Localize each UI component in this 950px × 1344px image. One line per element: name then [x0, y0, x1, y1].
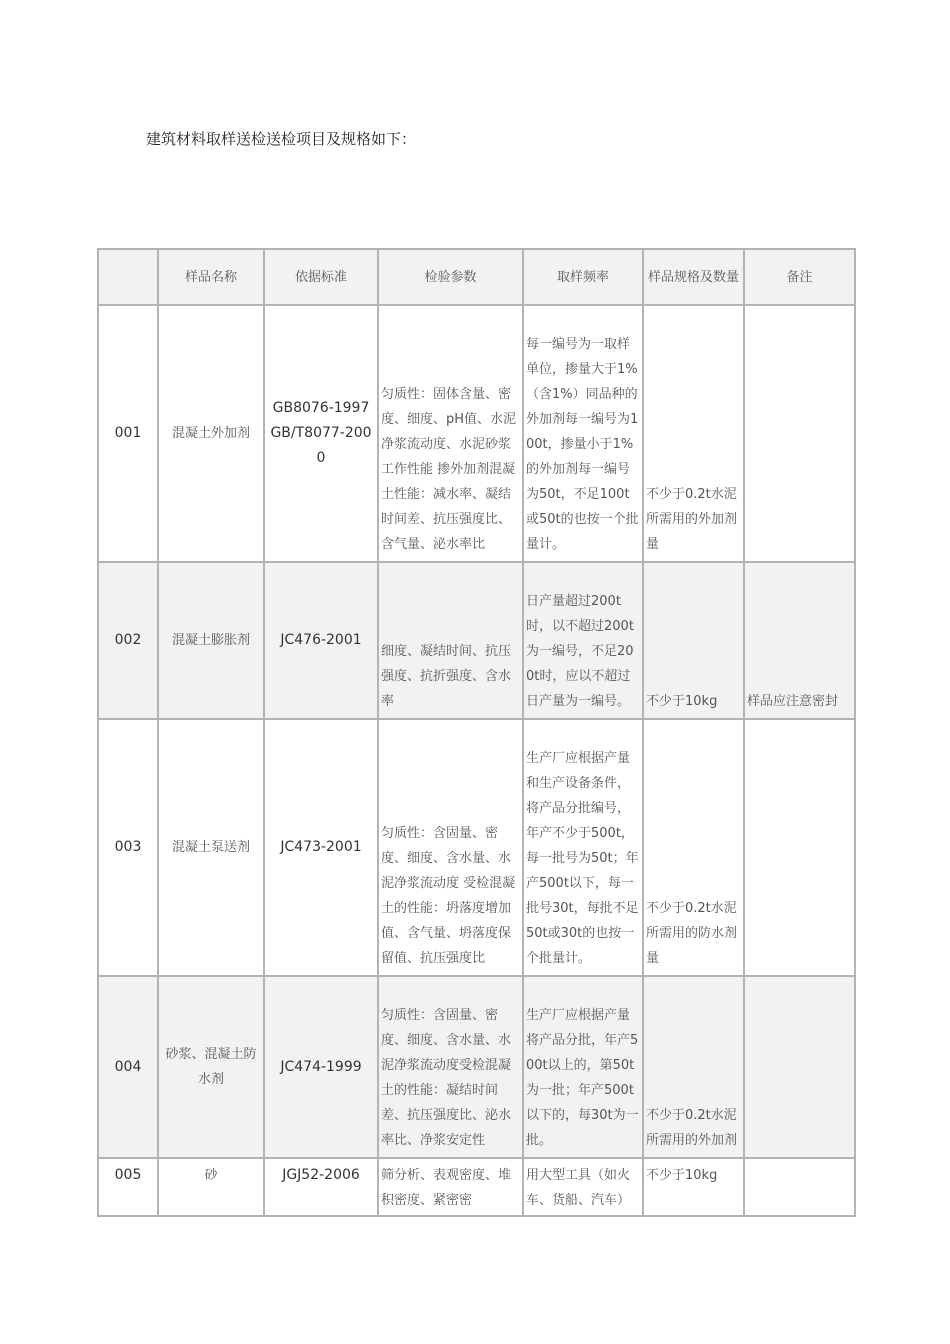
row-sample-name: 混凝土外加剂 [159, 306, 265, 563]
row-note [745, 306, 854, 563]
row-standard: JC473-2001 [265, 720, 379, 977]
row-frequency: 用大型工具（如火车、货船、汽车） [524, 1159, 644, 1215]
row-sample-name: 砂浆、混凝土防水剂 [159, 977, 265, 1159]
table-header-row [99, 250, 854, 306]
table-row [99, 306, 854, 563]
row-note [745, 720, 854, 977]
row-frequency: 日产量超过200t时，以不超过200t为一编号，不足200t时，应以不超过日产量为一编号。 [524, 563, 644, 720]
row-spec: 不少于10kg [644, 1159, 745, 1215]
row-note [745, 1159, 854, 1215]
intro-text: 建筑材料取样送检送检项目及规格如下： [146, 130, 417, 148]
header-frequency: 取样频率 [524, 250, 644, 306]
row-id: 005 [99, 1159, 159, 1215]
row-params: 匀质性：固体含量、密度、细度、pH值、水泥净浆流动度、水泥砂浆工作性能 掺外加剂混凝土性能：减水率、凝结时间差、抗压强度比、含气量、泌水率比 [379, 306, 524, 563]
row-standard: JGJ52-2006 [265, 1159, 379, 1215]
row-standard: GB8076-1997 GB/T8077-2000 [265, 306, 379, 563]
row-sample-name: 混凝土膨胀剂 [159, 563, 265, 720]
table-row [99, 977, 854, 1159]
materials-table [97, 248, 856, 1217]
row-params: 细度、凝结时间、抗压强度、抗折强度、含水率 [379, 563, 524, 720]
row-spec: 不少于10kg [644, 563, 745, 720]
row-id: 003 [99, 720, 159, 977]
table-row [99, 720, 854, 977]
row-spec: 不少于0.2t水泥所需用的外加剂量 [644, 306, 745, 563]
row-params: 匀质性：含固量、密度、细度、含水量、水泥净浆流动度受检混凝土的性能：凝结时间差、抗压强度比、泌水率比、净浆安定性 [379, 977, 524, 1159]
header-params: 检验参数 [379, 250, 524, 306]
row-frequency: 生产厂应根据产量和生产设备条件，将产品分批编号，年产不少于500t，每一批号为50t；年产500t以下，每一批号30t，每批不足50t或30t的也按一个批量计。 [524, 720, 644, 977]
row-id: 002 [99, 563, 159, 720]
row-params: 匀质性：含固量、密度、细度、含水量、水泥净浆流动度 受检混凝土的性能：坍落度增加值、含气量、坍落度保留值、抗压强度比 [379, 720, 524, 977]
row-note: 样品应注意密封 [745, 563, 854, 720]
row-sample-name: 砂 [159, 1159, 265, 1215]
header-id [99, 250, 159, 306]
table-row [99, 563, 854, 720]
table-row [99, 1159, 854, 1215]
row-id: 001 [99, 306, 159, 563]
row-frequency: 每一编号为一取样单位，掺量大于1%（含1%）同品种的外加剂每一编号为100t，掺量小于1%的外加剂每一编号为50t，不足100t或50t的也按一个批量计。 [524, 306, 644, 563]
row-id: 004 [99, 977, 159, 1159]
row-standard: JC476-2001 [265, 563, 379, 720]
row-spec: 不少于0.2t水泥所需用的防水剂量 [644, 720, 745, 977]
header-spec: 样品规格及数量 [644, 250, 745, 306]
row-spec: 不少于0.2t水泥所需用的外加剂 [644, 977, 745, 1159]
header-standard: 依据标准 [265, 250, 379, 306]
header-sample-name: 样品名称 [159, 250, 265, 306]
row-params: 筛分析、表观密度、堆积密度、紧密密 [379, 1159, 524, 1215]
row-sample-name: 混凝土泵送剂 [159, 720, 265, 977]
row-standard: JC474-1999 [265, 977, 379, 1159]
header-note: 备注 [745, 250, 854, 306]
materials-table-wrapper [97, 248, 852, 1217]
row-note [745, 977, 854, 1159]
row-frequency: 生产厂应根据产量将产品分批，年产500t以上的，第50t为一批；年产500t以下的，每30t为一批。 [524, 977, 644, 1159]
